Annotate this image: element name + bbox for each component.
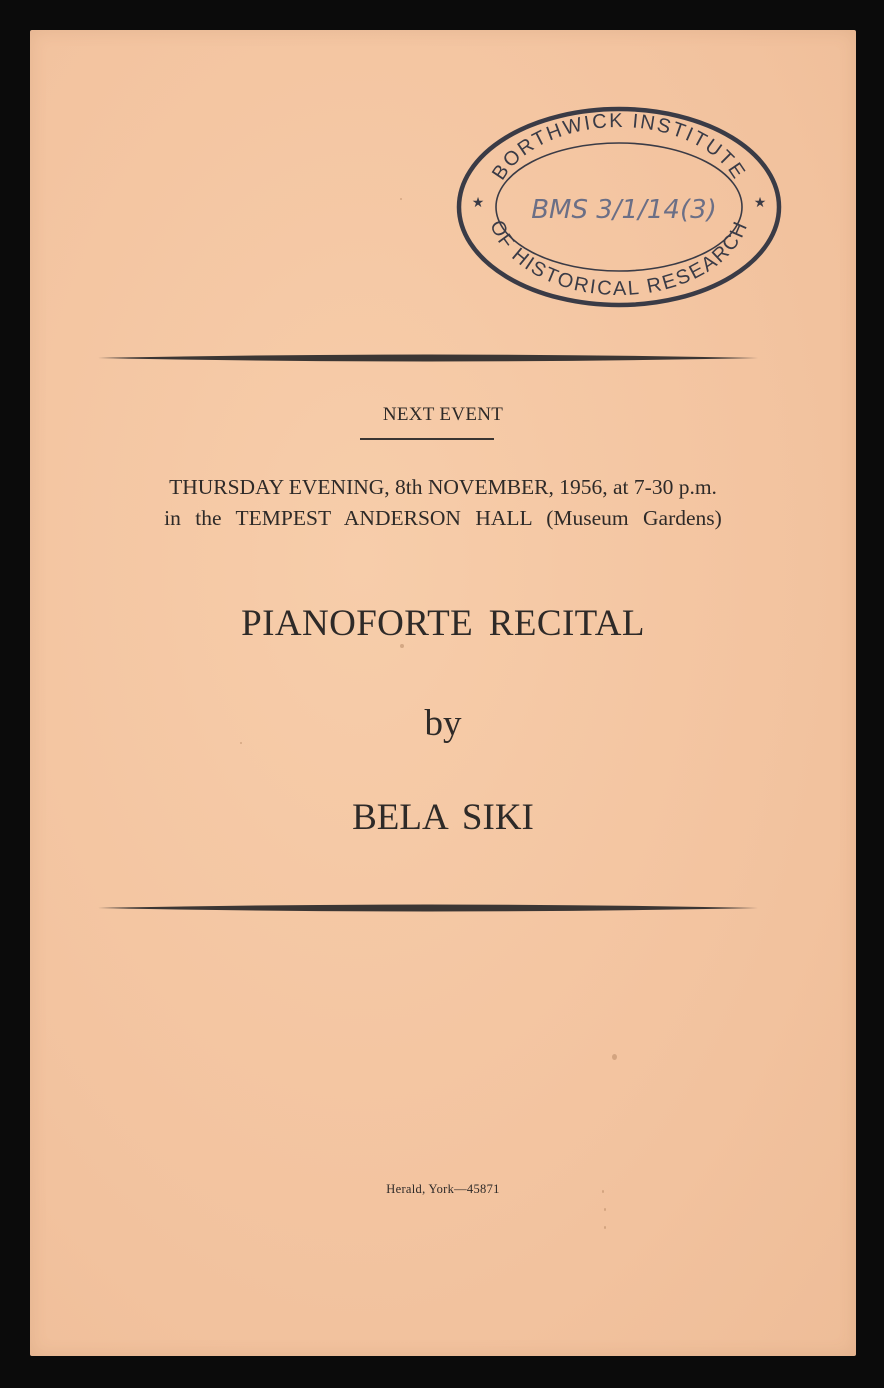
event-date-line: THURSDAY EVENING, 8th NOVEMBER, 1956, at 7-30 p.m. [169,475,717,499]
paper-speck [612,1054,617,1060]
next-event-heading: NEXT EVENT [382,404,504,425]
stamp-institution-bottom: OF HISTORICAL RESEARCH [485,217,753,301]
heading-underline [360,438,494,440]
event-by: by [424,703,462,744]
paper-speck [400,644,404,648]
paper-speck [602,1190,604,1193]
decorative-rule-bottom [98,902,758,914]
paper-speck [604,1226,606,1229]
event-title: PIANOFORTE RECITAL [241,603,645,644]
paper-speck [604,1208,606,1211]
event-details [30,472,856,534]
stamp-reference-handwritten: BMS 3/1/14(3) [531,195,717,225]
paper-speck [400,198,402,200]
star-icon: ★ [753,196,767,211]
paper-speck [240,742,242,744]
programme-sheet [30,30,856,1356]
event-venue-line: in the TEMPEST ANDERSON HALL (Museum Gardens) [164,506,722,530]
archive-stamp [454,104,784,310]
printer-imprint: Herald, York—45871 [386,1182,500,1196]
event-performer: BELA SIKI [352,797,534,838]
stamp-institution-top: BORTHWICK INSTITUTE [487,109,751,184]
star-icon: ★ [471,196,485,211]
decorative-rule-top [98,352,758,364]
